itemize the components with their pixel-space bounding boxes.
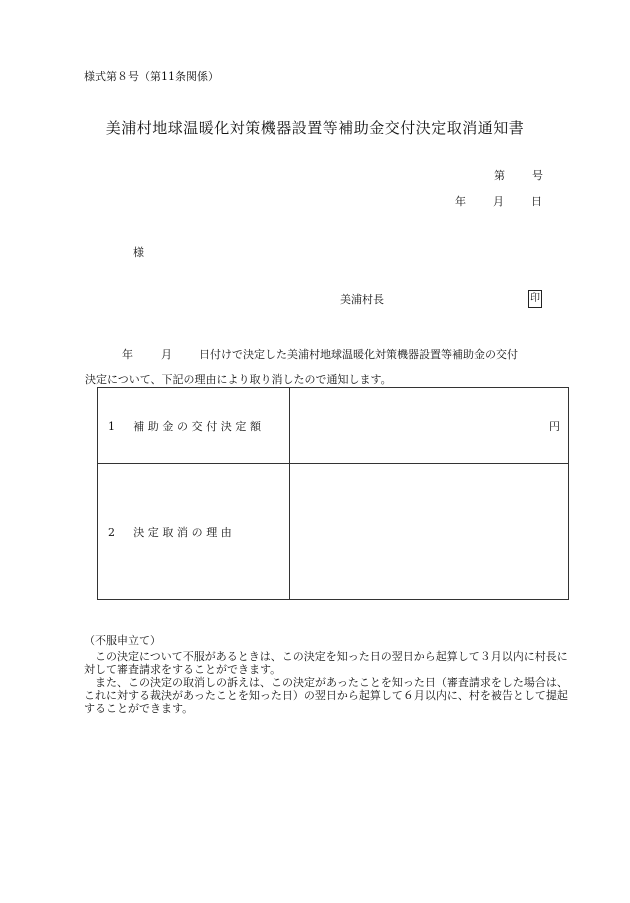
reference-dai: 第 (494, 169, 505, 182)
appeal-paragraph-2: また、この決定の取消しの訴えは、この決定があったことを知った日（審査請求をした場合は、これに対する裁決があったことを知った日）の翌日から起算して６月以内に、村を被告として提起することができます。 (84, 676, 568, 715)
body-line2: 決定について、下記の理由により取り消したので通知します。 (85, 373, 392, 386)
body-year: 年 (122, 348, 133, 361)
reference-go: 号 (532, 169, 543, 182)
appeal-paragraph-1: この決定について不服があるときは、この決定を知った日の翌日から起算して３月以内に村長に対して審査請求をすることができます。 (84, 650, 568, 676)
date-day: 日 (531, 195, 542, 208)
date-month: 月 (493, 195, 504, 208)
body-month: 月 (161, 348, 172, 361)
grant-amount-value: 円 (290, 388, 569, 464)
sender-name: 美浦村長 (340, 293, 384, 306)
details-table (97, 387, 569, 600)
cancellation-reason-value (290, 464, 569, 600)
form-number: 様式第８号（第11条関係） (84, 70, 219, 83)
appeal-notice (84, 650, 568, 715)
addressee-honorific: 様 (133, 246, 144, 259)
table-row (98, 388, 569, 464)
document-title: 美浦村地球温暖化対策機器設置等補助金交付決定取消通知書 (105, 119, 525, 137)
seal-mark: 印 (528, 290, 542, 308)
date-year: 年 (455, 195, 466, 208)
table-row (98, 464, 569, 600)
grant-amount-label: 1 補助金の交付決定額 (98, 388, 290, 464)
appeal-heading: （不服申立て） (84, 634, 161, 647)
body-line1: 日付けで決定した美浦村地球温暖化対策機器設置等補助金の交付 (199, 348, 518, 361)
cancellation-reason-label: 2 決定取消の理由 (98, 464, 290, 600)
